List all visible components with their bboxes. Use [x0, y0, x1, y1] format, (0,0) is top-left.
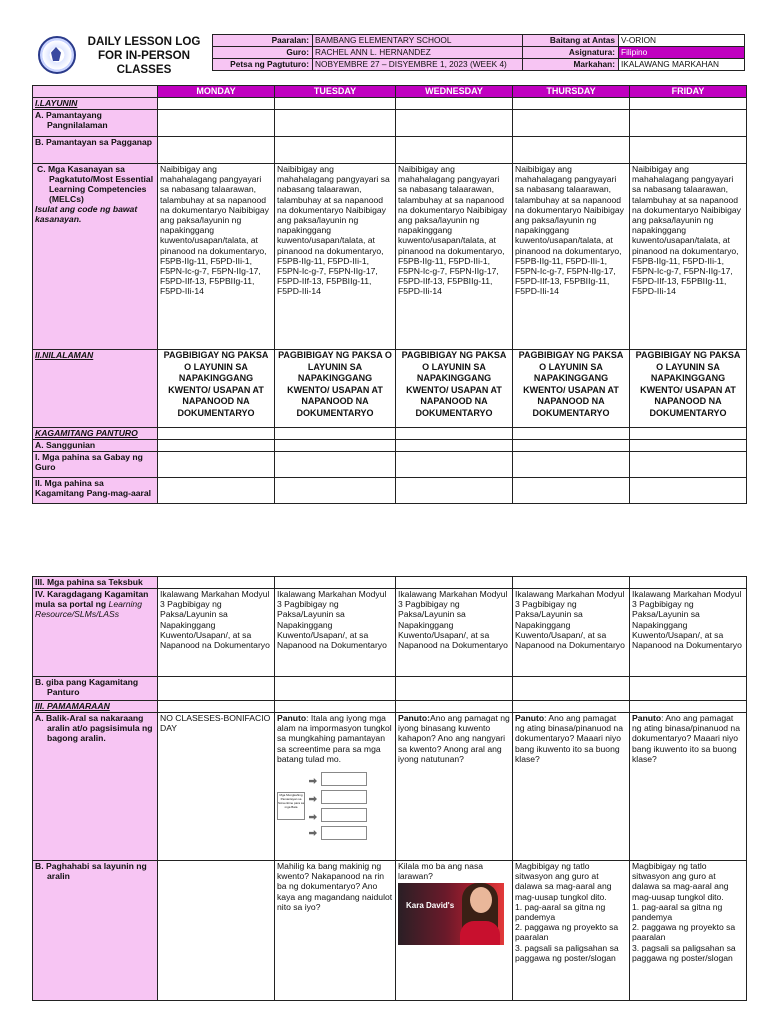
petsa-label: Petsa ng Pagtuturo:	[213, 59, 313, 71]
kagamitang-row	[33, 428, 747, 440]
karagdagang-friday: Ikalawang Markahan Modyul 3 Pagbibigay ng Paksa/Layunin sa Napakinggang Kuwento/Usapan/, at sa Napanood na Dokumentaryo	[630, 589, 747, 677]
paghahabi-thursday-line: 2. paggawa ng proyekto sa paaralan	[515, 922, 619, 943]
panuto-friday: Panuto	[632, 713, 662, 723]
asignatura-value: Filipino	[619, 47, 745, 59]
arrow-icon	[309, 796, 317, 802]
paghahabi-wednesday	[396, 861, 513, 1001]
baitang-value: V-ORION	[619, 35, 745, 47]
paghahabi-friday-line: 1. pag-aaral sa gitna ng pandemya	[632, 901, 723, 923]
balik-aral-thursday	[513, 713, 630, 861]
guro-label: Guro:	[213, 47, 313, 59]
iba-pang-row	[33, 677, 747, 701]
pamantayang-row	[33, 110, 747, 137]
day-header-row	[33, 86, 747, 98]
sanggunian-label: A. Sanggunian	[35, 440, 96, 450]
arrow-icon	[309, 814, 317, 820]
sanggunian-row	[33, 440, 747, 452]
paghahabi-friday-line: 2. paggawa ng proyekto sa paaralan	[632, 922, 736, 943]
teksbuk-row	[33, 577, 747, 589]
balik-aral-row	[33, 713, 747, 861]
nilalaman-thursday: PAGBIBIGAY NG PAKSA O LAYUNIN SA NAPAKINGGANG KWENTO/ USAPAN AT NAPANOOD NA DOKUMENTARYO	[513, 350, 630, 428]
balik-aral-label: A. Balik-Aral sa nakaraang aralin at/o pagsisimula ng bagong aralin.	[35, 713, 153, 743]
melcs-row	[33, 164, 747, 350]
paghahabi-label: B. Paghahabi sa layunin ng aralin	[35, 861, 147, 881]
balik-aral-wednesday-text: Ano ang pamagat ng iyong binasang kuwento kahapon? Ano ang nangyari sa kwento? Anong aral ang iyong natutunan?	[398, 713, 510, 764]
petsa-value: NOBYEMBRE 27 – DISYEMBRE 1, 2023 (WEEK 4)	[313, 59, 523, 71]
asignatura-label: Asignatura:	[523, 47, 619, 59]
diagram-box	[321, 772, 367, 786]
balik-aral-monday: NO CLASESES-BONIFACIO DAY	[158, 713, 275, 861]
markahan-value: IKALAWANG MARKAHAN	[619, 59, 745, 71]
balik-aral-tuesday-text: : Itala ang iyong mga alam na impormasyon tungkol sa mungkahing pamantayan sa screentime para sa mga batang tulad mo.	[277, 713, 392, 764]
gabay-label: I. Mga pahina sa Gabay ng Guro	[35, 452, 143, 472]
paghahabi-thursday-line: 1. pag-aaral sa gitna ng pandemya	[515, 901, 606, 923]
nilalaman-friday: PAGBIBIGAY NG PAKSA O LAYUNIN SA NAPAKINGGANG KWENTO/ USAPAN AT NAPANOOD NA DOKUMENTARYO	[630, 350, 747, 428]
paghahabi-monday	[158, 861, 275, 1001]
lesson-table-part1	[32, 85, 747, 504]
pamamaraan-row	[33, 701, 747, 713]
karagdagang-row	[33, 589, 747, 677]
melcs-note: Isulat ang code ng bawat kasanayan.	[35, 204, 138, 224]
balik-aral-wednesday	[396, 713, 513, 861]
balik-aral-thursday-text: : Ano ang pamagat ng ating binasa/pinanuod na dokumentaryo? Maaari niyo bang ikuwento ito sa buong klase?	[515, 713, 623, 764]
paghahabi-wednesday-text: Kilala mo ba ang nasa larawan?	[398, 861, 484, 882]
day-monday: MONDAY	[158, 86, 275, 98]
panuto-tuesday: Panuto	[277, 713, 307, 723]
arrow-icon	[309, 778, 317, 784]
header-row-petsa	[213, 59, 745, 71]
corner-cell	[33, 86, 158, 98]
baitang-label: Baitang at Antas	[523, 35, 619, 47]
photo-body	[460, 921, 500, 945]
header-info-table	[212, 34, 745, 71]
karagdagang-label: IV. Karagdagang Kagamitan mula sa portal ng	[35, 589, 149, 609]
karagdagang-wednesday: Ikalawang Markahan Modyul 3 Pagbibigay ng Paksa/Layunin sa Napakinggang Kuwento/Usapan/, at sa Napanood na Dokumentaryo	[396, 589, 513, 677]
deped-logo	[38, 36, 76, 74]
layunin-heading: I.LAYUNIN	[35, 98, 78, 108]
balik-aral-tuesday	[275, 713, 396, 861]
nilalaman-wednesday: PAGBIBIGAY NG PAKSA O LAYUNIN SA NAPAKINGGANG KWENTO/ USAPAN AT NAPANOOD NA DOKUMENTARYO	[396, 350, 513, 428]
day-tuesday: TUESDAY	[275, 86, 396, 98]
paghahabi-thursday	[513, 861, 630, 1001]
pagganap-row	[33, 137, 747, 164]
diagram-box	[321, 808, 367, 822]
diagram-box	[321, 790, 367, 804]
pangmagaaral-label: II. Mga pahina sa Kagamitang Pang-mag-aaral	[35, 478, 152, 498]
document-title: DAILY LESSON LOG FOR IN-PERSON CLASSES	[87, 35, 201, 76]
karagdagang-label-italic: Learning Resource/SLMs/LASs	[35, 599, 142, 619]
nilalaman-row	[33, 350, 747, 428]
melcs-wednesday: Naibibigay ang mahahalagang pangyayari sa nabasang talaarawan, talambuhay at sa napanood na dokumentaryo Naibibigay ang paksa/layunin ng napakinggang kuwento/usapan/talata, at pinanood na dokumentaryo, F5PB-IIg-11, F5PD-IIi-1, F5PN-Ic-g-7, F5PN-IIg-17, F5PD-IIf-13, F5PBIIg-11, F5PD-IIi-14	[396, 164, 513, 350]
karagdagang-tuesday: Ikalawang Markahan Modyul 3 Pagbibigay ng Paksa/Layunin sa Napakinggang Kuwento/Usapan/, at sa Napanood na Dokumentaryo	[275, 589, 396, 677]
paaralan-value: BAMBANG ELEMENTARY SCHOOL	[313, 35, 523, 47]
pamamaraan-heading: III. PAMAMARAAN	[35, 701, 110, 711]
arrow-icon	[309, 830, 317, 836]
header-row-paaralan	[213, 35, 745, 47]
balik-aral-friday-text: : Ano ang pamagat ng ating binasa/pinanuod na dokumentaryo? Maaari niyo bang ikuwento ito sa buong klase?	[632, 713, 740, 764]
karagdagang-thursday: Ikalawang Markahan Modyul 3 Pagbibigay ng Paksa/Layunin sa Napakinggang Kuwento/Usapan/, at sa Napanood na Dokumentaryo	[513, 589, 630, 677]
paghahabi-friday-line: 3. pagsali sa paligsahan sa paggawa ng poster/slogan	[632, 942, 736, 963]
paghahabi-friday	[630, 861, 747, 1001]
karagdagang-monday: Ikalawang Markahan Modyul 3 Pagbibigay ng Paksa/Layunin sa Napakinggang Kuwento/Usapan/, at sa Napanood na Dokumentaryo	[158, 589, 275, 677]
photo-caption: Kara David's	[406, 901, 455, 911]
day-wednesday: WEDNESDAY	[396, 86, 513, 98]
screentime-diagram-thumbnail	[277, 770, 355, 838]
lesson-table-part2	[32, 576, 747, 1001]
day-thursday: THURSDAY	[513, 86, 630, 98]
paaralan-label: Paaralan:	[213, 35, 313, 47]
melcs-friday: Naibibigay ang mahahalagang pangyayari sa nabasang talaarawan, talambuhay at sa napanood na dokumentaryo Naibibigay ang paksa/layunin ng napakinggang kuwento/usapan/talata, at pinanood na dokumentaryo, F5PB-IIg-11, F5PD-IIi-1, F5PN-Ic-g-7, F5PN-IIg-17, F5PD-IIf-13, F5PBIIg-11, F5PD-IIi-14	[630, 164, 747, 350]
kara-david-photo	[398, 883, 504, 945]
kagamitang-heading: KAGAMITANG PANTURO	[35, 428, 138, 438]
melcs-thursday: Naibibigay ang mahahalagang pangyayari sa nabasang talaarawan, talambuhay at sa napanood na dokumentaryo Naibibigay ang paksa/layunin ng napakinggang kuwento/usapan/talata, at pinanood na dokumentaryo, F5PB-IIg-11, F5PD-IIi-1, F5PN-Ic-g-7, F5PN-IIg-17, F5PD-IIf-13, F5PBIIg-11, F5PD-IIi-14	[513, 164, 630, 350]
panuto-thursday: Panuto	[515, 713, 545, 723]
screentime-diagram-center: Mga Mungkahing Pamantayan sa Screentime para sa mga Bata	[277, 792, 305, 820]
nilalaman-monday: PAGBIBIGAY NG PAKSA O LAYUNIN SA NAPAKINGGANG KWENTO/ USAPAN AT NAPANOOD NA DOKUMENTARYO	[158, 350, 275, 428]
iba-pang-label: B. giba pang Kagamitang Panturo	[35, 677, 139, 697]
teksbuk-label: III. Mga pahina sa Teksbuk	[35, 577, 143, 587]
melcs-monday: Naibibigay ang mahahalagang pangyayari sa nabasang talaarawan, talambuhay at sa napanood na dokumentaryo Naibibigay ang paksa/layunin ng napakinggang kuwento/usapan/talata, at pinanood na dokumentaryo, F5PB-IIg-11, F5PD-IIi-1, F5PN-Ic-g-7, F5PN-IIg-17, F5PD-IIf-13, F5PBIIg-11, F5PD-IIi-14	[158, 164, 275, 350]
paghahabi-thursday-line: Magbibigay ng tatlo sitwasyon ang guro at dalawa sa mag-aaral ang mag-uusap tungkol dito.	[515, 861, 612, 902]
guro-value: RACHEL ANN L. HERNANDEZ	[313, 47, 523, 59]
nilalaman-tuesday: PAGBIBIGAY NG PAKSA O LAYUNIN SA NAPAKINGGANG KWENTO/ USAPAN AT NAPANOOD NA DOKUMENTARYO	[275, 350, 396, 428]
layunin-row	[33, 98, 747, 110]
pangmagaaral-row	[33, 478, 747, 504]
melcs-tuesday: Naibibigay ang mahahalagang pangyayari sa nabasang talaarawan, talambuhay at sa napanood na dokumentaryo Naibibigay ang paksa/layunin ng napakinggang kuwento/usapan/talata, at pinanood na dokumentaryo, F5PB-IIg-11, F5PD-IIi-1, F5PN-Ic-g-7, F5PN-IIg-17, F5PD-IIf-13, F5PBIIg-11, F5PD-IIi-14	[275, 164, 396, 350]
nilalaman-heading: II.NILALAMAN	[35, 350, 94, 360]
header-row-guro	[213, 47, 745, 59]
gabay-row	[33, 452, 747, 478]
paghahabi-friday-line: Magbibigay ng tatlo sitwasyon ang guro at dalawa sa mag-aaral ang mag-uusap tungkol dito.	[632, 861, 729, 902]
diagram-box	[321, 826, 367, 840]
day-friday: FRIDAY	[630, 86, 747, 98]
pagganap-label: B. Pamantayan sa Pagganap	[35, 137, 153, 147]
pamantayang-label: A. Pamantayang Pangnilalaman	[35, 110, 108, 130]
paghahabi-row	[33, 861, 747, 1001]
balik-aral-friday	[630, 713, 747, 861]
melcs-label: C. Mga Kasanayan sa Pagkatuto/Most Essential Learning Competencies (MELCs)	[37, 164, 154, 204]
markahan-label: Markahan:	[523, 59, 619, 71]
panuto-wednesday: Panuto:	[398, 713, 430, 723]
paghahabi-tuesday: Mahilig ka bang makinig ng kwento? Nakapanood na rin ba ng dokumentaryo? Ano kaya ang magandang naidulot nito sa iyo?	[275, 861, 396, 1001]
paghahabi-thursday-line: 3. pagsali sa paligsahan sa paggawa ng poster/slogan	[515, 942, 619, 963]
